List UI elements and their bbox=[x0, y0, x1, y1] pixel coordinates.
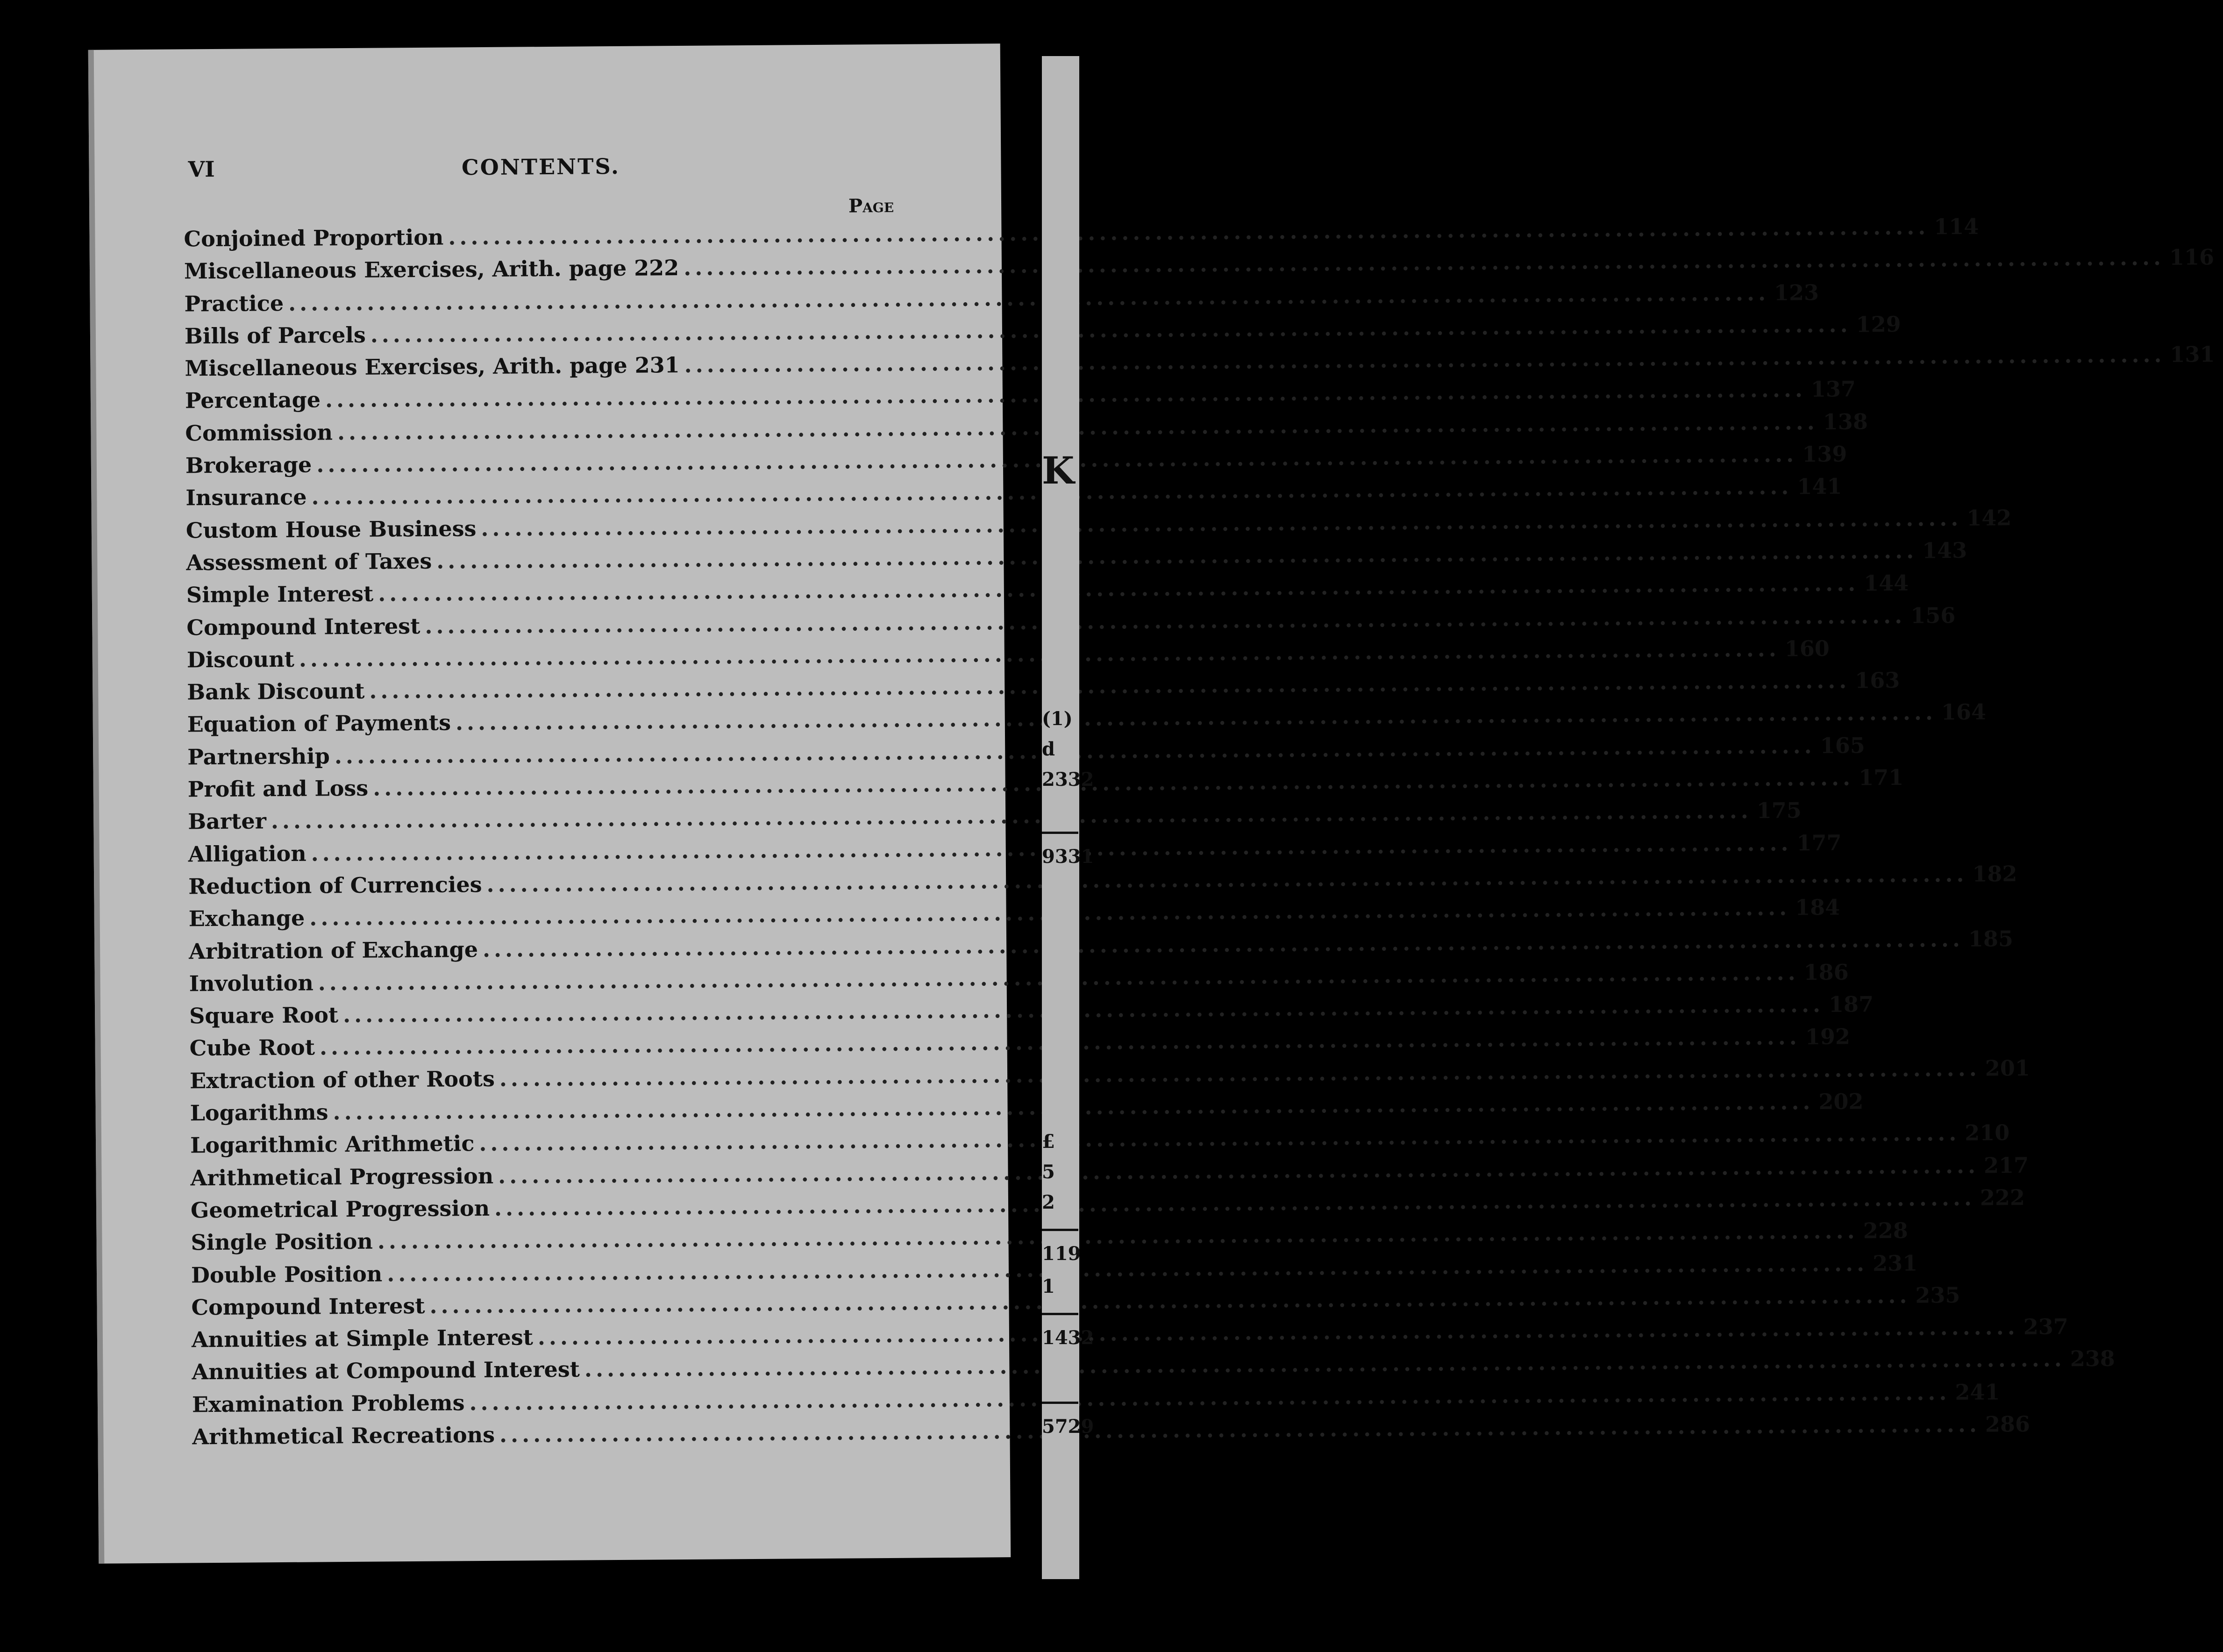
toc-entry-title: Discount bbox=[186, 646, 295, 673]
toc-entry bbox=[188, 894, 1840, 935]
toc-entry bbox=[190, 1184, 2025, 1227]
toc-entry bbox=[184, 279, 1819, 320]
toc-entry-page: 202 bbox=[1818, 1089, 1864, 1115]
toc-entry-title: Bank Discount bbox=[187, 678, 365, 705]
toc-entry-page: 131 bbox=[2170, 342, 2215, 367]
toc-entry-title: Brokerage bbox=[185, 452, 312, 478]
facing-page-rule bbox=[1042, 832, 1078, 834]
toc-entry-title: Assessment of Taxes bbox=[186, 548, 432, 576]
toc-entry-page: 139 bbox=[1802, 441, 1847, 467]
toc-entry-page: 175 bbox=[1756, 798, 1802, 824]
toc-entry-title: Miscellaneous Exercises, Arith. page 222 bbox=[184, 255, 679, 284]
toc-entry-title: Miscellaneous Exercises, Arith. page 231 bbox=[185, 352, 680, 381]
toc-entry bbox=[184, 311, 1901, 353]
toc-entry-title: Annuities at Compound Interest bbox=[192, 1356, 580, 1385]
toc-entry bbox=[192, 1346, 2116, 1389]
toc-entry-page: 138 bbox=[1823, 409, 1868, 434]
toc-entry bbox=[189, 959, 1849, 1000]
toc-entry-title: Double Position bbox=[191, 1261, 383, 1288]
toc-entry-page: 286 bbox=[1985, 1411, 2031, 1437]
toc-entry-title: Examination Problems bbox=[192, 1389, 465, 1417]
toc-entry-page: 141 bbox=[1797, 474, 1842, 499]
toc-entry-title: Logarithms bbox=[190, 1099, 328, 1126]
page-number-roman: VI bbox=[188, 156, 215, 182]
toc-entry-page: 171 bbox=[1858, 764, 1904, 790]
toc-entry-page: 237 bbox=[2023, 1314, 2068, 1340]
toc-entry-page: 144 bbox=[1863, 570, 1909, 596]
toc-entry-title: Partnership bbox=[187, 743, 330, 770]
toc-entry bbox=[189, 1024, 1851, 1065]
facing-page-rule bbox=[1042, 1402, 1078, 1404]
toc-entry-page: 116 bbox=[2169, 244, 2215, 271]
toc-entry bbox=[185, 505, 2012, 547]
facing-page-rule bbox=[1042, 1313, 1078, 1315]
toc-entry bbox=[187, 699, 1987, 741]
toc-entry bbox=[184, 214, 1979, 256]
toc-entry bbox=[187, 667, 1900, 709]
toc-entry-title: Commission bbox=[185, 420, 333, 446]
toc-entry-page: 165 bbox=[1820, 733, 1865, 758]
toc-entry bbox=[189, 991, 1874, 1032]
toc-entry-page: 187 bbox=[1828, 991, 1874, 1018]
toc-entry-page: 241 bbox=[1955, 1379, 2000, 1405]
toc-entry-page: 163 bbox=[1855, 667, 1900, 693]
facing-page-fragment: (1) bbox=[1042, 708, 1073, 730]
toc-entry-title: Involution bbox=[189, 970, 314, 997]
toc-entry bbox=[188, 861, 2017, 903]
toc-entry-title: Cube Root bbox=[189, 1034, 315, 1061]
toc-entry-page: 185 bbox=[1968, 926, 2014, 952]
toc-entry-page: 238 bbox=[2070, 1346, 2116, 1372]
toc-entry-page: 228 bbox=[1863, 1218, 1908, 1244]
toc-entry-page: 123 bbox=[1774, 279, 1819, 306]
toc-entry-page: 143 bbox=[1922, 537, 1967, 563]
facing-page-fragment: 119 bbox=[1042, 1243, 1081, 1265]
toc-entry bbox=[189, 1055, 2030, 1097]
toc-entry-title: Reduction of Currencies bbox=[188, 871, 482, 899]
toc-entry bbox=[185, 474, 1842, 514]
toc-entry bbox=[184, 244, 2215, 288]
toc-entry-title: Simple Interest bbox=[186, 581, 374, 608]
toc-entry-title: Arbitration of Exchange bbox=[188, 936, 478, 964]
toc-entry-title: Arithmetical Recreations bbox=[192, 1422, 495, 1450]
toc-entry bbox=[185, 409, 1868, 450]
page-title: CONTENTS. bbox=[461, 153, 620, 180]
facing-page-fragment: 5729 bbox=[1042, 1416, 1094, 1438]
toc-entry-title: Equation of Payments bbox=[187, 710, 451, 737]
toc-entry-title: Extraction of other Roots bbox=[189, 1066, 495, 1094]
page-column-label: Page bbox=[848, 194, 894, 217]
toc-entry-page: 222 bbox=[1980, 1184, 2025, 1211]
toc-entry-title: Alligation bbox=[188, 840, 306, 867]
toc-entry bbox=[190, 1120, 2010, 1162]
toc-entry bbox=[186, 602, 1956, 644]
toc-entry bbox=[190, 1089, 1864, 1130]
toc-entry-title: Exchange bbox=[188, 905, 305, 932]
toc-entry-page: 201 bbox=[1985, 1055, 2030, 1081]
toc-entry-page: 164 bbox=[1941, 699, 1987, 725]
toc-entry bbox=[186, 537, 1967, 579]
facing-page-edge bbox=[1042, 56, 1094, 1579]
toc-entry bbox=[185, 441, 1847, 482]
facing-page-fragment: 1432 bbox=[1042, 1327, 1094, 1349]
facing-page-letter: K bbox=[1042, 449, 1075, 492]
toc-entry bbox=[188, 798, 1802, 838]
toc-entry-page: 186 bbox=[1803, 959, 1849, 985]
toc-entry-page: 192 bbox=[1805, 1024, 1851, 1050]
toc-entry-page: 182 bbox=[1972, 861, 2017, 887]
toc-entry-title: Square Root bbox=[189, 1002, 339, 1029]
toc-entry bbox=[186, 570, 1909, 612]
toc-entry-title: Barter bbox=[188, 808, 267, 834]
facing-page-fragment: 2332 bbox=[1042, 769, 1094, 790]
facing-page-rule bbox=[1042, 1229, 1078, 1231]
page-header bbox=[188, 152, 894, 217]
toc-entry-page: 137 bbox=[1810, 376, 1856, 402]
toc-entry-page: 210 bbox=[1965, 1120, 2010, 1146]
toc-entry bbox=[192, 1379, 2000, 1421]
toc-entry-page: 184 bbox=[1795, 894, 1840, 920]
toc-entry-title: Bills of Parcels bbox=[184, 322, 366, 349]
facing-page-fragment: 2 bbox=[1042, 1191, 1055, 1213]
facing-page-fragment: £ bbox=[1042, 1131, 1055, 1153]
toc-entry-title: Compound Interest bbox=[186, 613, 420, 640]
toc-entry-title: Custom House Business bbox=[185, 515, 477, 543]
facing-page-fragment: 5 bbox=[1042, 1161, 1055, 1183]
toc-entry-page: 160 bbox=[1784, 635, 1830, 662]
toc-entry-title: Conjoined Proportion bbox=[184, 224, 444, 252]
toc-entry-page: 156 bbox=[1910, 602, 1956, 628]
toc-entry-title: Arithmetical Progression bbox=[190, 1163, 494, 1190]
facing-page-fragment: 1 bbox=[1042, 1275, 1055, 1297]
toc-entry-title: Compound Interest bbox=[191, 1293, 425, 1320]
toc-entry-page: 177 bbox=[1796, 830, 1842, 856]
toc-entry-title: Logarithmic Arithmetic bbox=[190, 1131, 475, 1158]
toc-entry-title: Percentage bbox=[185, 387, 321, 413]
toc-entry bbox=[185, 342, 2215, 385]
toc-entry bbox=[191, 1282, 1960, 1324]
toc-entry-page: 235 bbox=[1915, 1282, 1960, 1308]
toc-entry-page: 129 bbox=[1856, 311, 1901, 337]
toc-entry-title: Annuities at Simple Interest bbox=[191, 1324, 534, 1353]
toc-entry-title: Geometrical Progression bbox=[190, 1195, 490, 1223]
toc-entry bbox=[186, 635, 1830, 676]
toc-entry bbox=[187, 733, 1865, 774]
toc-entry-title: Single Position bbox=[191, 1228, 373, 1255]
toc-entry bbox=[190, 1152, 2029, 1194]
facing-page-fragment: 9331 bbox=[1042, 846, 1094, 868]
facing-page-fragment: d bbox=[1042, 738, 1055, 760]
toc-entry-page: 142 bbox=[1966, 505, 2012, 531]
toc-entry-page: 231 bbox=[1872, 1250, 1918, 1276]
toc-entry bbox=[185, 376, 1856, 417]
toc-entry bbox=[188, 926, 2014, 968]
toc-entry-page: 114 bbox=[1934, 214, 1979, 240]
toc-entry-title: Practice bbox=[184, 290, 284, 317]
toc-entry-page: 217 bbox=[1983, 1152, 2029, 1178]
toc-entry-title: Insurance bbox=[185, 484, 307, 511]
toc-entry-title: Profit and Loss bbox=[187, 775, 369, 802]
